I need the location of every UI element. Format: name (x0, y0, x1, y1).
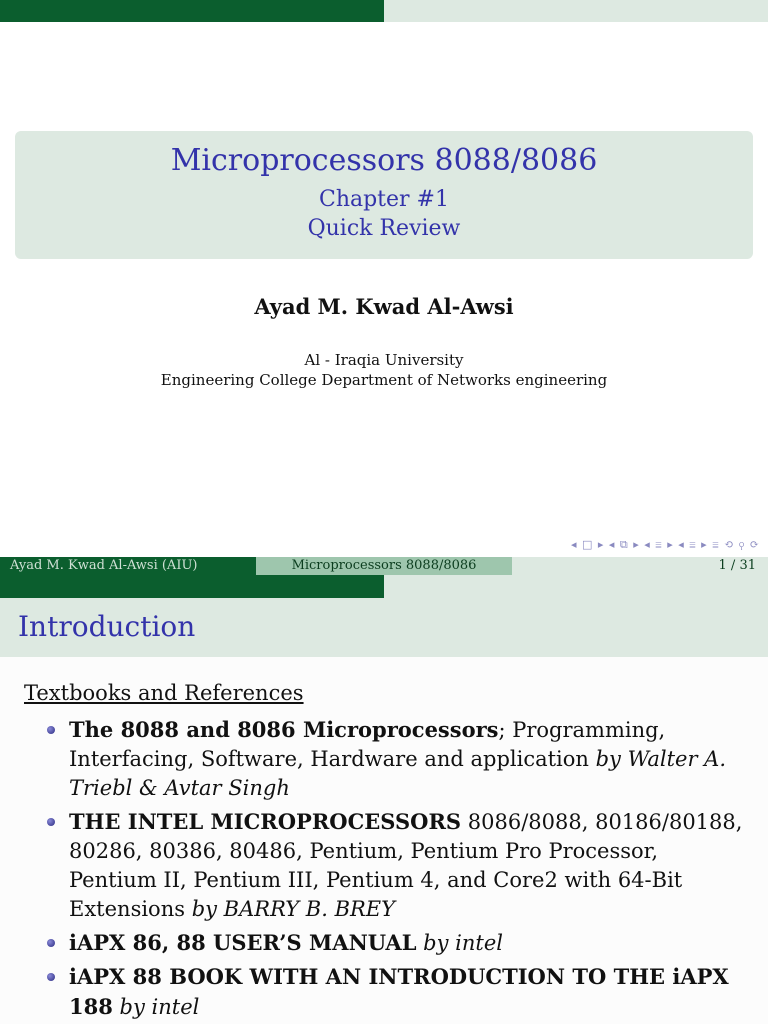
book-author: by Walter A. Triebl & Avtar Singh (69, 747, 727, 800)
bullet-icon (47, 726, 55, 734)
book-author: by intel (423, 931, 503, 955)
footer-page-number: 1 / 31 (512, 557, 768, 575)
footer-title: Microprocessors 8088/8086 (256, 557, 512, 575)
list-item (47, 715, 747, 803)
bullet-icon (47, 818, 55, 826)
book-title: THE INTEL MICROPROCESSORS (69, 809, 462, 834)
slide2-header-bar-light (384, 575, 768, 598)
frame-title: Introduction (18, 610, 196, 643)
footer-author: Ayad M. Kwad Al-Awsi (AIU) (0, 557, 256, 575)
list-item (47, 807, 747, 924)
book-description: ; Programming, Interfacing, Software, Hardware and application (69, 718, 666, 771)
bullet-icon (47, 939, 55, 947)
header-bar-dark (0, 0, 384, 22)
chapter-subtitle: Quick Review (307, 216, 461, 241)
book-description: 8086/8088, 80186/80188, 80286, 80386, 80486, Pentium, Pentium Pro Processor, Pentium II, Pentium III, Pentium 4, and Core2 with 64-Bit Extensions (69, 810, 743, 921)
list-item (47, 962, 747, 1022)
list-item (47, 928, 747, 958)
book-title: iAPX 88 BOOK WITH AN INTRODUCTION TO THE iAPX 188 (69, 964, 729, 1019)
section-heading: Textbooks and References (24, 681, 304, 705)
book-author: by BARRY B. BREY (191, 897, 396, 921)
header-bar-light (384, 0, 768, 22)
book-description (113, 995, 120, 1019)
department-name: Engineering College Department of Networks engineering (160, 371, 608, 389)
presentation-title: Microprocessors 8088/8086 (170, 143, 598, 178)
bullet-icon (47, 973, 55, 981)
beamer-navigation-icons[interactable]: ◂ □ ▸ ◂ ⧉ ▸ ◂ ≣ ▸ ◂ ≣ ▸ ≣ ⟲ ⚲ ⟳ (570, 538, 760, 551)
book-title: iAPX 86, 88 USER’S MANUAL (69, 930, 417, 955)
institute-name: Al - Iraqia University (304, 351, 464, 369)
reference-list (47, 715, 747, 1026)
author-name: Ayad M. Kwad Al-Awsi (254, 294, 514, 319)
book-author: by intel (119, 995, 200, 1019)
chapter-label: Chapter #1 (318, 187, 449, 212)
book-title: The 8088 and 8086 Microprocessors (69, 717, 499, 742)
slide2-header-bar-dark (0, 575, 384, 598)
